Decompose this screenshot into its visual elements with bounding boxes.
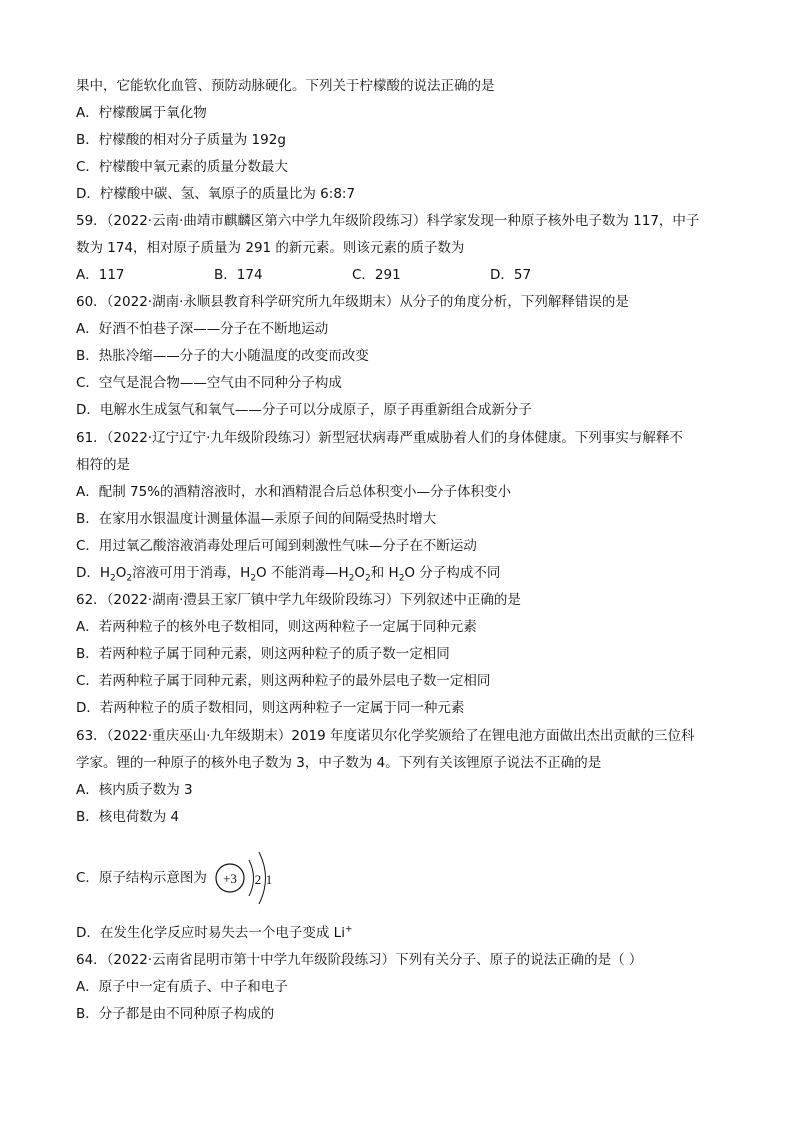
- electron-shell-2-count: 1: [265, 872, 273, 887]
- q61-stem-line2: 相符的是: [76, 457, 130, 473]
- q60-option-c: C．空气是混合物——空气由不同种分子构成: [76, 375, 342, 391]
- q61-option-d: D．$H_2O_2$溶液可用于消毒，$H_2O$ 不能消毒$—H_2O_2$和 $H_2O$ 分子构成不同: [76, 565, 501, 584]
- electron-shell-1-arc: [249, 860, 254, 896]
- q64-option-a: A．原子中一定有质子、中子和电子: [76, 979, 288, 995]
- q61-stem-line1: 61．（2022·辽宁辽宁·九年级阶段练习）新型冠状病毒严重威胁着人们的身体健康。下列事实与解释不: [76, 430, 683, 446]
- q58-option-d: D．柠檬酸中碳、氢、氧原子的质量比为 6:8:7: [76, 186, 356, 202]
- q62-stem: 62．（2022·湖南·澧县王家厂镇中学九年级阶段练习）下列叙述中正确的是: [76, 592, 521, 608]
- q62-option-c: C．若两种粒子属于同种元素，则这两种粒子的最外层电子数一定相同: [76, 673, 491, 689]
- q63-option-b: B．核电荷数为 4: [76, 809, 180, 825]
- nucleus-charge-label: +3: [223, 871, 237, 886]
- q59-stem-line2: 数为 174，相对原子质量为 291 的新元素。则该元素的质子数为: [76, 240, 465, 256]
- q59-option-d: D．57: [490, 267, 532, 283]
- q62-option-b: B．若两种粒子属于同种元素，则这两种粒子的质子数一定相同: [76, 646, 450, 662]
- q61-option-a: A．配制 75%的酒精溶液时，水和酒精混合后总体积变小—分子体积变小: [76, 484, 512, 500]
- q59-stem-line1: 59．（2022·云南·曲靖市麒麟区第六中学九年级阶段练习）科学家发现一种原子核外电子数为 117，中子: [76, 213, 700, 229]
- q58-option-b: B．柠檬酸的相对分子质量为 192g: [76, 132, 286, 148]
- q61-option-c: C．用过氧乙酸溶液消毒处理后可闻到刺激性气味—分子在不断运动: [76, 538, 477, 554]
- q60-stem: 60．（2022·湖南·永顺县教育科学研究所九年级期末）从分子的角度分析，下列解释错误的是: [76, 294, 629, 310]
- q60-option-b: B．热胀冷缩——分子的大小随温度的改变而改变: [76, 348, 369, 364]
- q58-option-a: A．柠檬酸属于氧化物: [76, 105, 207, 121]
- q59-option-c: C．291: [352, 267, 401, 283]
- electron-shell-1-count: 2: [254, 872, 262, 887]
- q63-option-a: A．核内质子数为 3: [76, 782, 193, 798]
- q62-option-d: D．若两种粒子的质子数相同，则这两种粒子一定属于同一种元素: [76, 700, 465, 716]
- q59-option-a: A．117: [76, 267, 125, 283]
- q58-option-c: C．柠檬酸中氧元素的质量分数最大: [76, 159, 288, 175]
- q60-option-a: A．好酒不怕巷子深——分子在不断地运动: [76, 321, 329, 337]
- q60-option-d: D．电解水生成氢气和氧气——分子可以分成原子，原子再重新组合成新分子: [76, 402, 532, 418]
- q63-option-c-label: C．原子结构示意图为: [76, 870, 207, 886]
- q64-stem: 64．（2022·云南省昆明市第十中学九年级阶段练习）下列有关分子、原子的说法正确的是（ ）: [76, 952, 643, 968]
- q59-option-b: B．174: [214, 267, 263, 283]
- q63-option-d: D．在发生化学反应时易失去一个电子变成 Li+: [76, 924, 353, 941]
- q63-stem-line2: 学家。锂的一种原子的核外电子数为 3，中子数为 4。下列有关该锂原子说法不正确的是: [76, 755, 602, 771]
- q63-stem-line1: 63．（2022·重庆巫山·九年级期末）2019 年度诺贝尔化学奖颁给了在锂电池方面做出杰出贡献的三位科: [76, 728, 695, 744]
- q61-option-b: B．在家用水银温度计测量体温—汞原子间的间隔受热时增大: [76, 511, 437, 527]
- q64-option-b: B．分子都是由不同种原子构成的: [76, 1006, 275, 1022]
- q58-stem-continuation: 果中，它能软化血管、预防动脉硬化。下列关于柠檬酸的说法正确的是: [76, 78, 495, 94]
- q62-option-a: A．若两种粒子的核外电子数相同，则这两种粒子一定属于同种元素: [76, 619, 477, 635]
- lithium-atom-structure-diagram: [208, 846, 318, 910]
- q63-option-c: [76, 846, 336, 910]
